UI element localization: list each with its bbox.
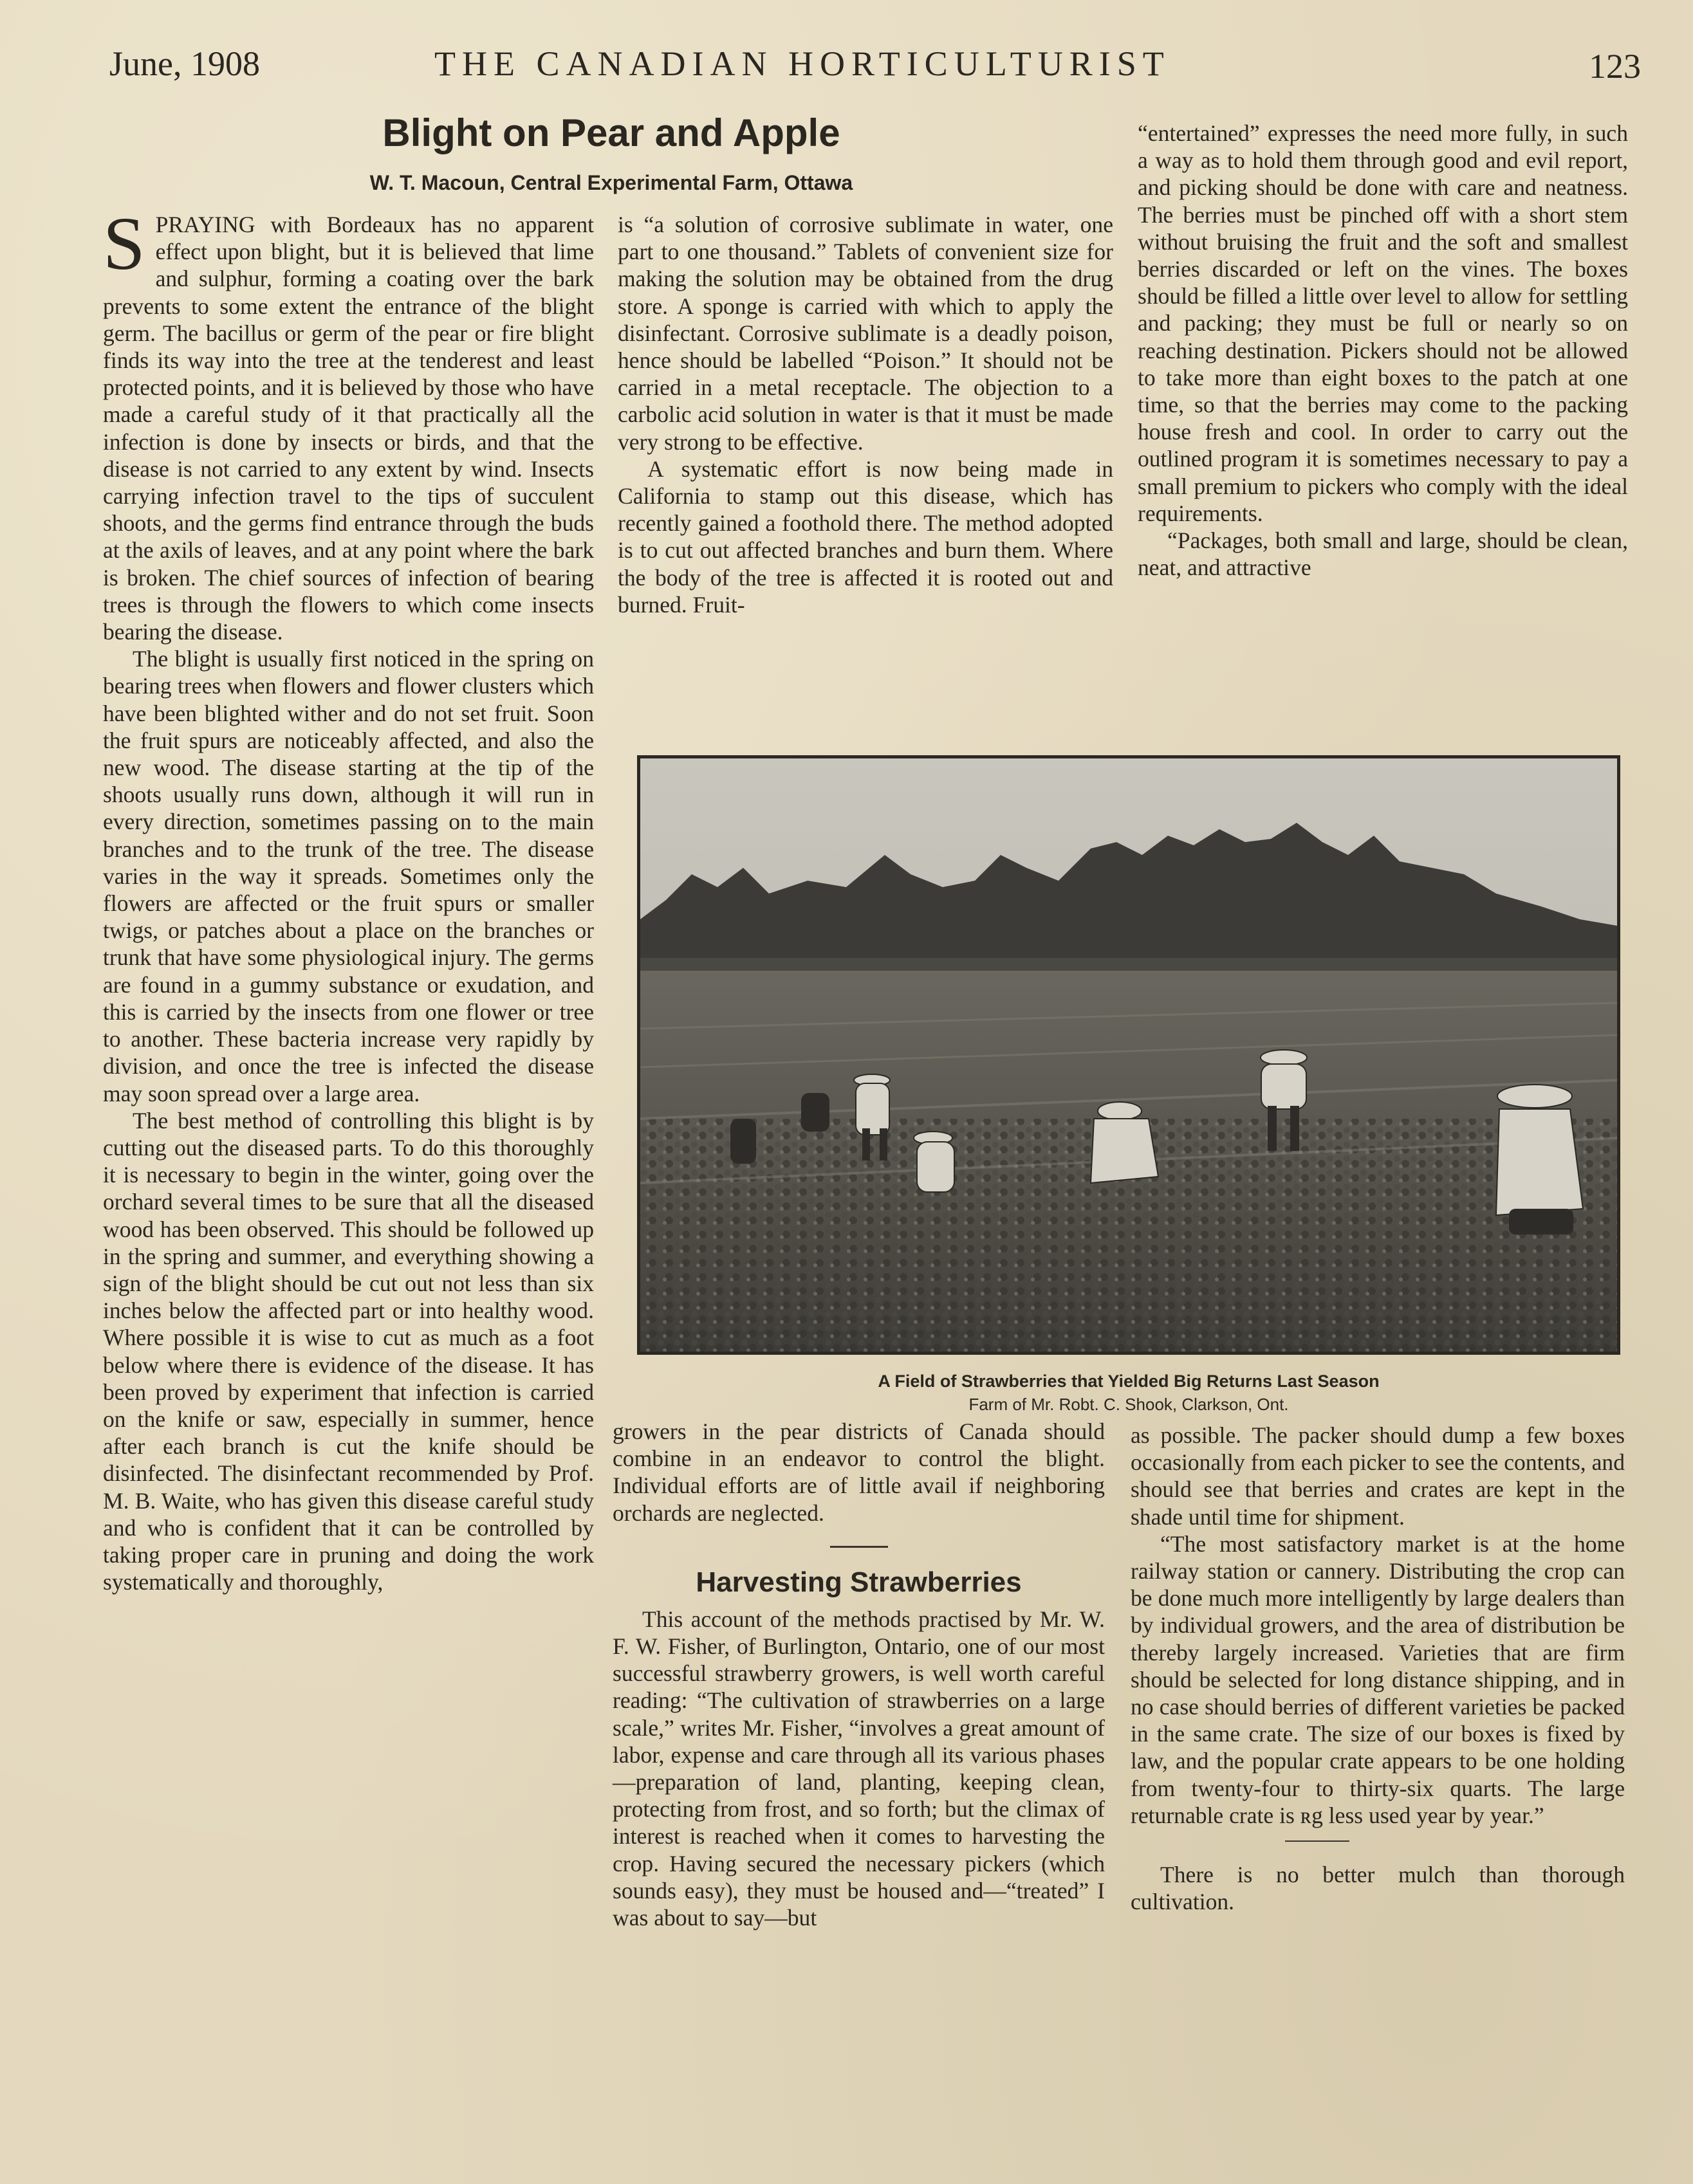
column-2-bottom: [613, 1418, 1105, 2061]
caption-title: A Field of Strawberries that Yielded Big Returns Last Season: [878, 1372, 1380, 1391]
divider: [1285, 1840, 1349, 1842]
paragraph: This account of the methods practised by Mr. W. F. W. Fisher, of Burlington, Ontario, one of our most successful strawberry growers, is well worth careful reading: “The cultivation of strawberries on a large scale,” writes Mr. Fisher, “involves a great amount of labor, expense and care through all its various phases—preparation of land, planting, keeping clean, protecting from frost, and so forth; but the climax of interest is reached when it comes to harvesting the crop. Having secured the necessary pickers (which sounds easy), they must be housed and—“treated” I was about to say—but: [613, 1606, 1105, 1931]
section-title: Harvesting Strawberries: [696, 1566, 1022, 1598]
publication-title: THE CANADIAN HORTICULTURIST: [434, 44, 1170, 83]
section-divider: [830, 1546, 888, 1548]
column-1: [103, 201, 594, 2064]
column-3-top: [1138, 120, 1628, 741]
filler-note: There is no better mulch than thorough cultivation.: [1131, 1862, 1625, 1915]
column-3-bottom: [1131, 1422, 1625, 2065]
caption-credit: Farm of Mr. Robt. C. Shook, Clarkson, Ont.: [968, 1395, 1289, 1414]
running-header: [109, 44, 1641, 95]
photo-illustration: [640, 758, 1617, 1352]
paragraph: is “a solution of corrosive sublimate in water, one part to one thousand.” Tablets of convenient size for making the solution may be obtained from the drug store. A sponge is carried with which to apply the disinfectant. Corrosive sublimate is a deadly poison, hence should be labelled “Poison.” It should not be carried in a metal receptacle. The objection to a carbolic acid solution in water is that it must be made very strong to be effective.: [618, 212, 1113, 455]
paragraph: growers in the pear districts of Canada should combine in an endeavor to control the blight. Individual efforts are of little avail if neighboring orchards are neglected.: [613, 1418, 1105, 1526]
paragraph-text: PRAYING with Bordeaux has no apparent effect upon blight, but it is believed that lime and sulphur, forming a coating over the bark prevents to some extent the entrance of the blight germ. The bacillus or germ of the pear or fire blight finds its way into the tree at the tenderest and least protected points, and it is believed by those who have made a careful study of it that practically all the infection is done by insects or birds, and that the disease is not carried to any extent by wind. Insects carrying infection travel to the tips of succulent shoots, and the germs find entrance through the buds at the axils of leaves, and at any point where the bark is broken. The chief sources of infection of bearing trees is through the flowers to which come insects bearing the disease.: [103, 212, 594, 645]
paragraph: “Packages, both small and large, should be clean, neat, and attractive: [1138, 528, 1628, 581]
paragraph: as possible. The packer should dump a few boxes occasionally from each picker to see the contents, and should see that berries and crates are kept in the shade until time for shipment.: [1131, 1422, 1625, 1530]
paragraph: The best method of controlling this blight is by cutting out the diseased parts. To do this thoroughly it is necessary to begin in the winter, going over the orchard several times to be sure that all the diseased wood has been observed. This should be followed up in the spring and summer, and everything showing a sign of the blight should be cut out not less than six inches below the affected part or into healthy wood. Where possible it is wise to cut as much as a foot below where there is evidence of the disease. It has been proved by experiment that infection is carried on the knife or saw, especially in summer, hence after each branch is cut the knife should be disinfected. The disinfectant recommended by Prof. M. B. Waite, who has given this disease careful study and who is confident that it can be controlled by taking proper care in pruning and doing the work systematically and thoroughly,: [103, 1107, 594, 1595]
paragraph: A systematic effort is now being made in California to stamp out this disease, which has recently gained a foothold there. The method adopted is to cut out affected branches and burn them. Where the body of the tree is affected it is rooted out and burned. Fruit-: [618, 455, 1113, 618]
column-2-top: [618, 211, 1113, 739]
photo-caption: [637, 1369, 1620, 1415]
paragraph: “entertained” expresses the need more fully, in such a way as to hold them through good and evil report, and picking should be done with care and neatness. The berries must be pinched off with a short stem without bruising the fruit and the soft and smallest berries discarded or left on the vines. The boxes should be filled a little over level to allow for settling and packing; they must be full or nearly so on reaching destination. Pickers should not be allowed to take more than eight boxes to the patch at one time, so that the berries may come to the packing house fresh and cool. In order to carry out the outlined program it is sometimes necessary to pay a small premium to pickers who comply with the ideal requirements.: [1138, 120, 1628, 526]
paragraph: [103, 201, 594, 645]
paragraph: “The most satisfactory market is at the home railway station or cannery. Distributing the crop can be done much more intelligently by large dealers than by individual growers, and the area of distribution be thereby largely increased. Varieties that are firm should be selected for long distance shipping, and in no case should berries of different varieties be packed in the same crate. The size of our boxes is fixed by law, and the popular crate appears to be one holding from twenty-four to thirty-six quarts. The large returnable crate is ʀg less used year by year.”: [1131, 1530, 1625, 1828]
page-number: 123: [1589, 47, 1641, 86]
issue-date: June, 1908: [109, 44, 260, 83]
article-byline: W. T. Macoun, Central Experimental Farm, Ottawa: [369, 171, 853, 194]
drop-cap: S: [103, 201, 145, 286]
strawberry-field-photo: [637, 755, 1620, 1355]
paragraph: The blight is usually first noticed in the spring on bearing trees when flowers and flower clusters which have been blighted wither and do not set fruit. Soon the fruit spurs are noticeably affected, and also the new wood. The disease starting at the tip of the shoots usually runs down, although it will run in every direction, sometimes passing on to the main branches and to the trunk of the tree. The disease varies in the way it spreads. Sometimes only the flowers are affected or the fruit spurs or smaller twigs, or patches about a place on the branches or trunk that have some physiological injury. The germs are found in a gummy substance or exudation, and this is carried by the insects from one flower or tree to another. These bacteria increase very rapidly by division, and once the tree is infected the disease may soon spread over a large area.: [103, 646, 594, 1106]
article-title: Blight on Pear and Apple: [382, 111, 840, 154]
